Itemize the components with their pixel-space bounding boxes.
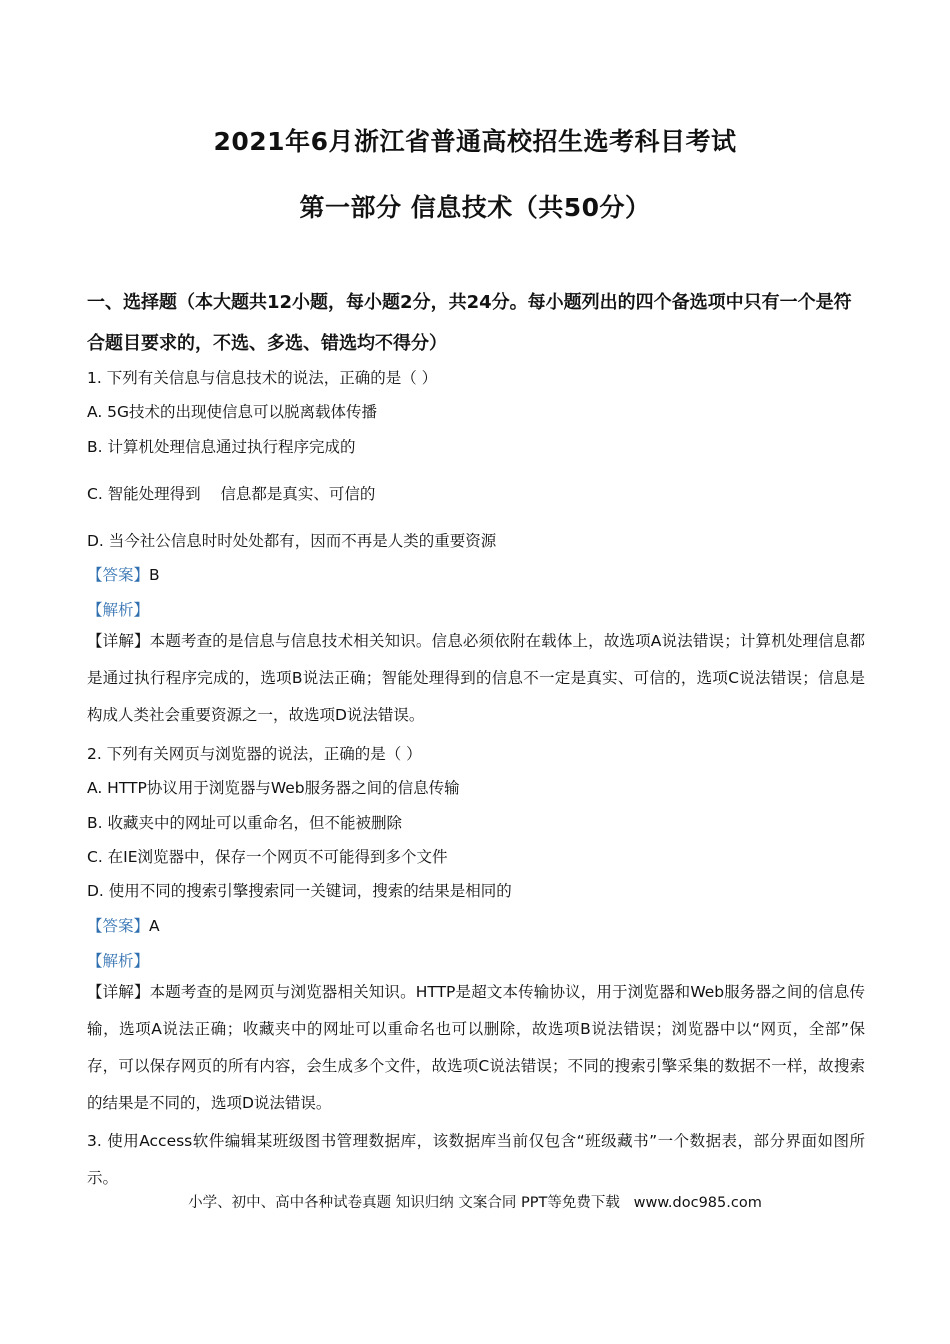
- q1-option-c: C. 智能处理得到 信息都是真实、可信的: [87, 485, 376, 503]
- answer-tag: 【答案】: [87, 566, 150, 584]
- detail-tag: 【详解】: [87, 632, 150, 650]
- q1-answer: [87, 563, 867, 585]
- detail-tag: 【详解】: [87, 983, 150, 1001]
- answer-tag: 【答案】: [87, 917, 150, 935]
- q3-stem: 3. 使用Access软件编辑某班级图书管理数据库，该数据库当前仅包含“班级藏书”一个数据表，部分界面如图所示。: [87, 1132, 865, 1187]
- q2-option-b: B. 收藏夹中的网址可以重命名，但不能被删除: [87, 814, 402, 832]
- q1-option-a: A. 5G技术的出现使信息可以脱离载体传播: [87, 403, 378, 421]
- q2-stem: 2. 下列有关网页与浏览器的说法，正确的是（ ）: [87, 745, 422, 763]
- section-heading: 一、选择题（本大题共12小题，每小题2分，共24分。每小题列出的四个备选项中只有一个是符合题目要求的，不选、多选、错选均不得分）: [87, 292, 852, 354]
- page-footer: 小学、初中、高中各种试卷真题 知识归纳 文案合同 PPT等免费下载 www.doc985.com: [188, 1195, 762, 1211]
- q2-option-c: C. 在IE浏览器中，保存一个网页不可能得到多个文件: [87, 848, 448, 866]
- q1-stem: 1. 下列有关信息与信息技术的说法，正确的是（ ）: [87, 369, 438, 387]
- q1-detail: [87, 623, 865, 734]
- detail-text: 本题考查的是网页与浏览器相关知识。HTTP是超文本传输协议，用于浏览器和Web服务器之间的信息传输，选项A说法正确；收藏夹中的网址可以重命名也可以删除，故选项B说法错误；浏览器中以“网页，全部”保存，可以保存网页的所有内容，会生成多个文件，故选项C说法错误；不同的搜索引擎采集的数据不一样，故搜索的结果是不同的，选项D说法错误。: [87, 983, 865, 1112]
- answer-value: B: [149, 566, 160, 584]
- q2-detail: [87, 974, 865, 1122]
- exam-subtitle: 第一部分 信息技术（共50分）: [299, 193, 651, 222]
- q1-option-d: D. 当今社公信息时时处处都有，因而不再是人类的重要资源: [87, 532, 497, 550]
- q2-option-a: A. HTTP协议用于浏览器与Web服务器之间的信息传输: [87, 779, 460, 797]
- q1-analysis-tag: 【解析】: [87, 601, 150, 619]
- answer-value: A: [149, 917, 160, 935]
- q1-option-b: B. 计算机处理信息通过执行程序完成的: [87, 438, 356, 456]
- q2-analysis-tag: 【解析】: [87, 952, 150, 970]
- detail-text: 本题考查的是信息与信息技术相关知识。信息必须依附在载体上，故选项A说法错误；计算机处理信息都是通过执行程序完成的，选项B说法正确；智能处理得到的信息不一定是真实、可信的，选项C说法错误；信息是构成人类社会重要资源之一，故选项D说法错误。: [87, 632, 865, 724]
- q2-answer: [87, 914, 867, 936]
- q2-option-d: D. 使用不同的搜索引擎搜索同一关键词，搜索的结果是相同的: [87, 882, 512, 900]
- exam-title: 2021年6月浙江省普通高校招生选考科目考试: [213, 127, 737, 156]
